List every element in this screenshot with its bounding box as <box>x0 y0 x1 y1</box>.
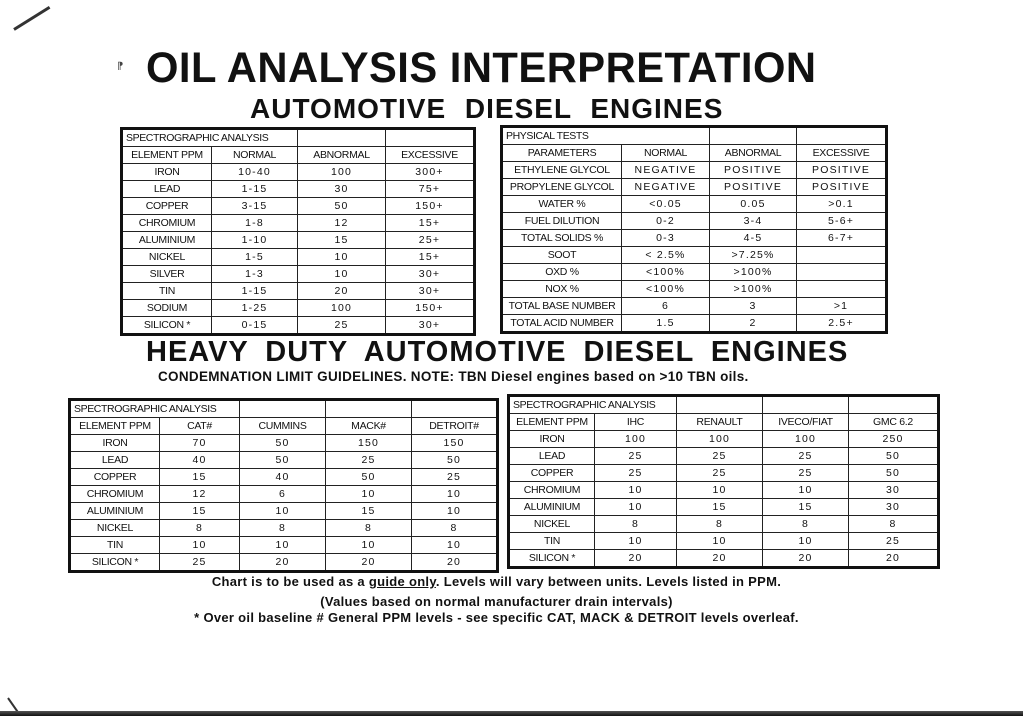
table-cell: 0.05 <box>710 196 797 213</box>
table-cell: 20 <box>412 554 498 572</box>
column-header: NORMAL <box>212 147 298 164</box>
section-title-heavy-duty: HEAVY DUTY AUTOMOTIVE DIESEL ENGINES <box>146 336 849 368</box>
table-cell: 75+ <box>386 181 475 198</box>
table-row <box>122 215 475 232</box>
table-cell: 20 <box>298 283 386 300</box>
column-header: CUMMINS <box>240 418 326 435</box>
column-header: ELEMENT PPM <box>509 414 595 431</box>
table-cell: POSITIVE <box>710 162 797 179</box>
row-label: NOX % <box>502 281 622 298</box>
table-cell: 10 <box>412 537 498 554</box>
table-cell: 25 <box>412 469 498 486</box>
row-label: SILICON * <box>509 550 595 568</box>
section-title-automotive: AUTOMOTIVE DIESEL ENGINES <box>250 93 724 124</box>
table-cell: 100 <box>298 300 386 317</box>
table-row <box>509 533 939 550</box>
table-cell: 8 <box>595 516 677 533</box>
table-cell: >7.25% <box>710 247 797 264</box>
table-row <box>70 537 498 554</box>
table-cell: 10 <box>240 537 326 554</box>
table-cell: 12 <box>160 486 240 503</box>
table-cell: 0-3 <box>622 230 710 247</box>
table-row <box>70 503 498 520</box>
table-cell: <100% <box>622 281 710 298</box>
table-cell: 8 <box>849 516 939 533</box>
table-cell: 12 <box>298 215 386 232</box>
heavy-duty-spectrographic-table-a <box>68 398 499 573</box>
footer-guide-only: guide only <box>368 574 436 589</box>
section-label-row <box>509 396 939 414</box>
row-label: SILICON * <box>70 554 160 572</box>
table-cell: 50 <box>849 448 939 465</box>
table-cell: 25 <box>160 554 240 572</box>
table-cell: 30+ <box>386 266 475 283</box>
column-header: ELEMENT PPM <box>70 418 160 435</box>
table-cell: 6 <box>622 298 710 315</box>
table-row <box>502 196 887 213</box>
physical-tests-table <box>500 125 888 334</box>
table-cell: 15 <box>326 503 412 520</box>
table-row <box>122 283 475 300</box>
table-cell: 20 <box>677 550 763 568</box>
table-cell: 10 <box>677 482 763 499</box>
row-label: CHROMIUM <box>122 215 212 232</box>
table-cell: 25 <box>763 465 849 482</box>
table-cell: 250 <box>849 431 939 448</box>
section-label-row <box>502 127 887 145</box>
table-cell: 10 <box>763 533 849 550</box>
table-cell: 4-5 <box>710 230 797 247</box>
table-cell: 10 <box>298 266 386 283</box>
table-row <box>502 179 887 196</box>
row-label: PROPYLENE GLYCOL <box>502 179 622 196</box>
table-cell: 100 <box>763 431 849 448</box>
column-header-row <box>509 414 939 431</box>
table-cell: 10 <box>412 503 498 520</box>
row-label: SOOT <box>502 247 622 264</box>
footer-guide-note <box>0 574 1008 589</box>
table-row <box>70 452 498 469</box>
footer-line1-post: . Levels will vary between units. Levels listed in PPM. <box>435 574 782 589</box>
column-header: RENAULT <box>677 414 763 431</box>
table-cell: 1-15 <box>212 283 298 300</box>
table-cell: 30+ <box>386 317 475 335</box>
row-label: COPPER <box>509 465 595 482</box>
table-cell: 150 <box>326 435 412 452</box>
table-cell: POSITIVE <box>797 179 887 196</box>
empty-cell <box>240 400 326 418</box>
table-cell: POSITIVE <box>797 162 887 179</box>
row-label: CHROMIUM <box>70 486 160 503</box>
table-cell: 50 <box>326 469 412 486</box>
table-row <box>502 213 887 230</box>
table-row <box>509 499 939 516</box>
table-cell: 25 <box>849 533 939 550</box>
row-label: LEAD <box>122 181 212 198</box>
table-row <box>502 247 887 264</box>
column-header-row <box>70 418 498 435</box>
row-label: CHROMIUM <box>509 482 595 499</box>
table-cell: 30 <box>298 181 386 198</box>
table-row <box>502 281 887 298</box>
column-header: IHC <box>595 414 677 431</box>
table-cell: >0.1 <box>797 196 887 213</box>
table-cell: 1.5 <box>622 315 710 333</box>
table-cell: 10 <box>326 537 412 554</box>
table-row <box>122 232 475 249</box>
table-cell: >100% <box>710 281 797 298</box>
row-label: NICKEL <box>70 520 160 537</box>
column-header: GMC 6.2 <box>849 414 939 431</box>
row-label: TOTAL ACID NUMBER <box>502 315 622 333</box>
table-cell: 150 <box>412 435 498 452</box>
table-cell: 100 <box>298 164 386 181</box>
table-row <box>509 482 939 499</box>
table-cell <box>797 247 887 264</box>
automotive-spectrographic-table <box>120 127 476 336</box>
empty-cell <box>710 127 797 145</box>
table-cell: 1-5 <box>212 249 298 266</box>
table-cell: 150+ <box>386 198 475 215</box>
column-header: ELEMENT PPM <box>122 147 212 164</box>
table-row <box>70 554 498 572</box>
empty-cell <box>677 396 763 414</box>
empty-cell <box>386 129 475 147</box>
table-cell: 15 <box>298 232 386 249</box>
table-row <box>502 315 887 333</box>
table-cell: 10 <box>298 249 386 266</box>
empty-cell <box>849 396 939 414</box>
table-cell: 30 <box>849 499 939 516</box>
row-label: WATER % <box>502 196 622 213</box>
table-cell: 2 <box>710 315 797 333</box>
table-cell: 10 <box>240 503 326 520</box>
column-header-row <box>502 145 887 162</box>
section-label: PHYSICAL TESTS <box>502 127 710 145</box>
column-header: PARAMETERS <box>502 145 622 162</box>
table-cell: 40 <box>240 469 326 486</box>
table-cell: 1-15 <box>212 181 298 198</box>
table-cell: 8 <box>240 520 326 537</box>
row-label: SILICON * <box>122 317 212 335</box>
table-row <box>509 431 939 448</box>
column-header: CAT# <box>160 418 240 435</box>
table-cell: 10-40 <box>212 164 298 181</box>
heavy-duty-spectrographic-table-b <box>507 394 940 569</box>
row-label: IRON <box>122 164 212 181</box>
table-cell: 20 <box>595 550 677 568</box>
ink-speck: ⁋ <box>117 61 124 72</box>
table-cell: 50 <box>240 452 326 469</box>
table-cell: 3-15 <box>212 198 298 215</box>
table-cell: 25 <box>595 465 677 482</box>
column-header: EXCESSIVE <box>386 147 475 164</box>
table-cell: 50 <box>240 435 326 452</box>
table-row <box>70 435 498 452</box>
row-label: NICKEL <box>122 249 212 266</box>
table-cell: 3-4 <box>710 213 797 230</box>
table-cell: 50 <box>412 452 498 469</box>
table-cell: 25+ <box>386 232 475 249</box>
table-cell: POSITIVE <box>710 179 797 196</box>
table-row <box>509 550 939 568</box>
table-cell: 10 <box>412 486 498 503</box>
footer-drain-intervals: (Values based on normal manufacturer drain intervals) <box>320 594 673 609</box>
table-cell: 0-15 <box>212 317 298 335</box>
empty-cell <box>797 127 887 145</box>
section-label-row <box>70 400 498 418</box>
table-row <box>70 520 498 537</box>
table-cell: 6 <box>240 486 326 503</box>
column-header: EXCESSIVE <box>797 145 887 162</box>
row-label: ALUMINIUM <box>70 503 160 520</box>
table-row <box>502 298 887 315</box>
table-cell: 25 <box>763 448 849 465</box>
table-cell: NEGATIVE <box>622 162 710 179</box>
table-cell: 3 <box>710 298 797 315</box>
table-row <box>122 181 475 198</box>
column-header: DETROIT# <box>412 418 498 435</box>
table-cell: 100 <box>595 431 677 448</box>
table-cell: 10 <box>595 482 677 499</box>
column-header: IVECO/FIAT <box>763 414 849 431</box>
table-cell: 10 <box>326 486 412 503</box>
table-cell: 300+ <box>386 164 475 181</box>
table-cell: 15+ <box>386 215 475 232</box>
table-cell: 150+ <box>386 300 475 317</box>
column-header-row <box>122 147 475 164</box>
column-header: NORMAL <box>622 145 710 162</box>
row-label: IRON <box>70 435 160 452</box>
table-row <box>70 469 498 486</box>
table-cell: 10 <box>160 537 240 554</box>
row-label: COPPER <box>122 198 212 215</box>
table-cell: 25 <box>677 448 763 465</box>
footer-baseline-note: * Over oil baseline # General PPM levels - see specific CAT, MACK & DETROIT levels overleaf. <box>194 610 799 625</box>
page-title: OIL ANALYSIS INTERPRETATION <box>146 44 817 92</box>
table-row <box>70 486 498 503</box>
table-cell: 2.5+ <box>797 315 887 333</box>
condemnation-note: CONDEMNATION LIMIT GUIDELINES. NOTE: TBN Diesel engines based on >10 TBN oils. <box>158 369 749 384</box>
table-row <box>502 264 887 281</box>
table-row <box>122 198 475 215</box>
table-cell: 10 <box>595 499 677 516</box>
column-header: MACK# <box>326 418 412 435</box>
row-label: NICKEL <box>509 516 595 533</box>
row-label: ALUMINIUM <box>122 232 212 249</box>
table-cell: 1-8 <box>212 215 298 232</box>
column-header: ABNORMAL <box>298 147 386 164</box>
empty-cell <box>298 129 386 147</box>
table-row <box>502 162 887 179</box>
row-label: SILVER <box>122 266 212 283</box>
empty-cell <box>412 400 498 418</box>
table-cell: < 2.5% <box>622 247 710 264</box>
row-label: SODIUM <box>122 300 212 317</box>
table-cell: 0-2 <box>622 213 710 230</box>
row-label: OXD % <box>502 264 622 281</box>
row-label: TOTAL BASE NUMBER <box>502 298 622 315</box>
table-cell: <0.05 <box>622 196 710 213</box>
table-row <box>509 448 939 465</box>
table-cell: 10 <box>763 482 849 499</box>
table-cell <box>797 264 887 281</box>
empty-cell <box>763 396 849 414</box>
empty-cell <box>326 400 412 418</box>
table-row <box>122 317 475 335</box>
pen-mark-top-left <box>13 6 50 31</box>
table-cell: 20 <box>763 550 849 568</box>
row-label: COPPER <box>70 469 160 486</box>
table-cell: 20 <box>240 554 326 572</box>
table-cell: 30+ <box>386 283 475 300</box>
row-label: FUEL DILUTION <box>502 213 622 230</box>
table-cell: 8 <box>412 520 498 537</box>
table-cell: 15 <box>677 499 763 516</box>
row-label: TIN <box>70 537 160 554</box>
table-cell: 100 <box>677 431 763 448</box>
table-cell: 15+ <box>386 249 475 266</box>
table-cell: 40 <box>160 452 240 469</box>
row-label: LEAD <box>70 452 160 469</box>
table-cell: 30 <box>849 482 939 499</box>
table-row <box>509 465 939 482</box>
table-row <box>509 516 939 533</box>
column-header: ABNORMAL <box>710 145 797 162</box>
table-cell: >100% <box>710 264 797 281</box>
table-cell: 8 <box>677 516 763 533</box>
section-label: SPECTROGRAPHIC ANALYSIS <box>70 400 240 418</box>
table-cell: 25 <box>298 317 386 335</box>
row-label: TOTAL SOLIDS % <box>502 230 622 247</box>
table-cell: 8 <box>326 520 412 537</box>
table-cell: 15 <box>160 503 240 520</box>
table-cell: 10 <box>595 533 677 550</box>
table-cell: 10 <box>677 533 763 550</box>
table-cell: 1-10 <box>212 232 298 249</box>
table-row <box>122 249 475 266</box>
table-cell: 50 <box>849 465 939 482</box>
table-cell: 15 <box>160 469 240 486</box>
table-cell: 5-6+ <box>797 213 887 230</box>
row-label: TIN <box>122 283 212 300</box>
table-cell: 15 <box>763 499 849 516</box>
table-cell: 50 <box>298 198 386 215</box>
table-cell: 8 <box>160 520 240 537</box>
table-row <box>122 300 475 317</box>
table-cell: 6-7+ <box>797 230 887 247</box>
section-label: SPECTROGRAPHIC ANALYSIS <box>122 129 298 147</box>
table-cell: 25 <box>326 452 412 469</box>
page-edge-shadow <box>0 711 1023 716</box>
row-label: ETHYLENE GLYCOL <box>502 162 622 179</box>
table-cell <box>797 281 887 298</box>
table-row <box>122 266 475 283</box>
table-row <box>502 230 887 247</box>
row-label: LEAD <box>509 448 595 465</box>
table-cell: 25 <box>595 448 677 465</box>
table-cell: 20 <box>849 550 939 568</box>
row-label: ALUMINIUM <box>509 499 595 516</box>
table-cell: NEGATIVE <box>622 179 710 196</box>
section-label: SPECTROGRAPHIC ANALYSIS <box>509 396 677 414</box>
table-cell: 8 <box>763 516 849 533</box>
table-cell: <100% <box>622 264 710 281</box>
table-cell: 25 <box>677 465 763 482</box>
row-label: IRON <box>509 431 595 448</box>
table-cell: 20 <box>326 554 412 572</box>
section-label-row <box>122 129 475 147</box>
row-label: TIN <box>509 533 595 550</box>
footer-line1-pre: Chart is to be used as a <box>211 574 369 589</box>
table-cell: 1-25 <box>212 300 298 317</box>
table-cell: >1 <box>797 298 887 315</box>
table-cell: 70 <box>160 435 240 452</box>
table-row <box>122 164 475 181</box>
table-cell: 1-3 <box>212 266 298 283</box>
